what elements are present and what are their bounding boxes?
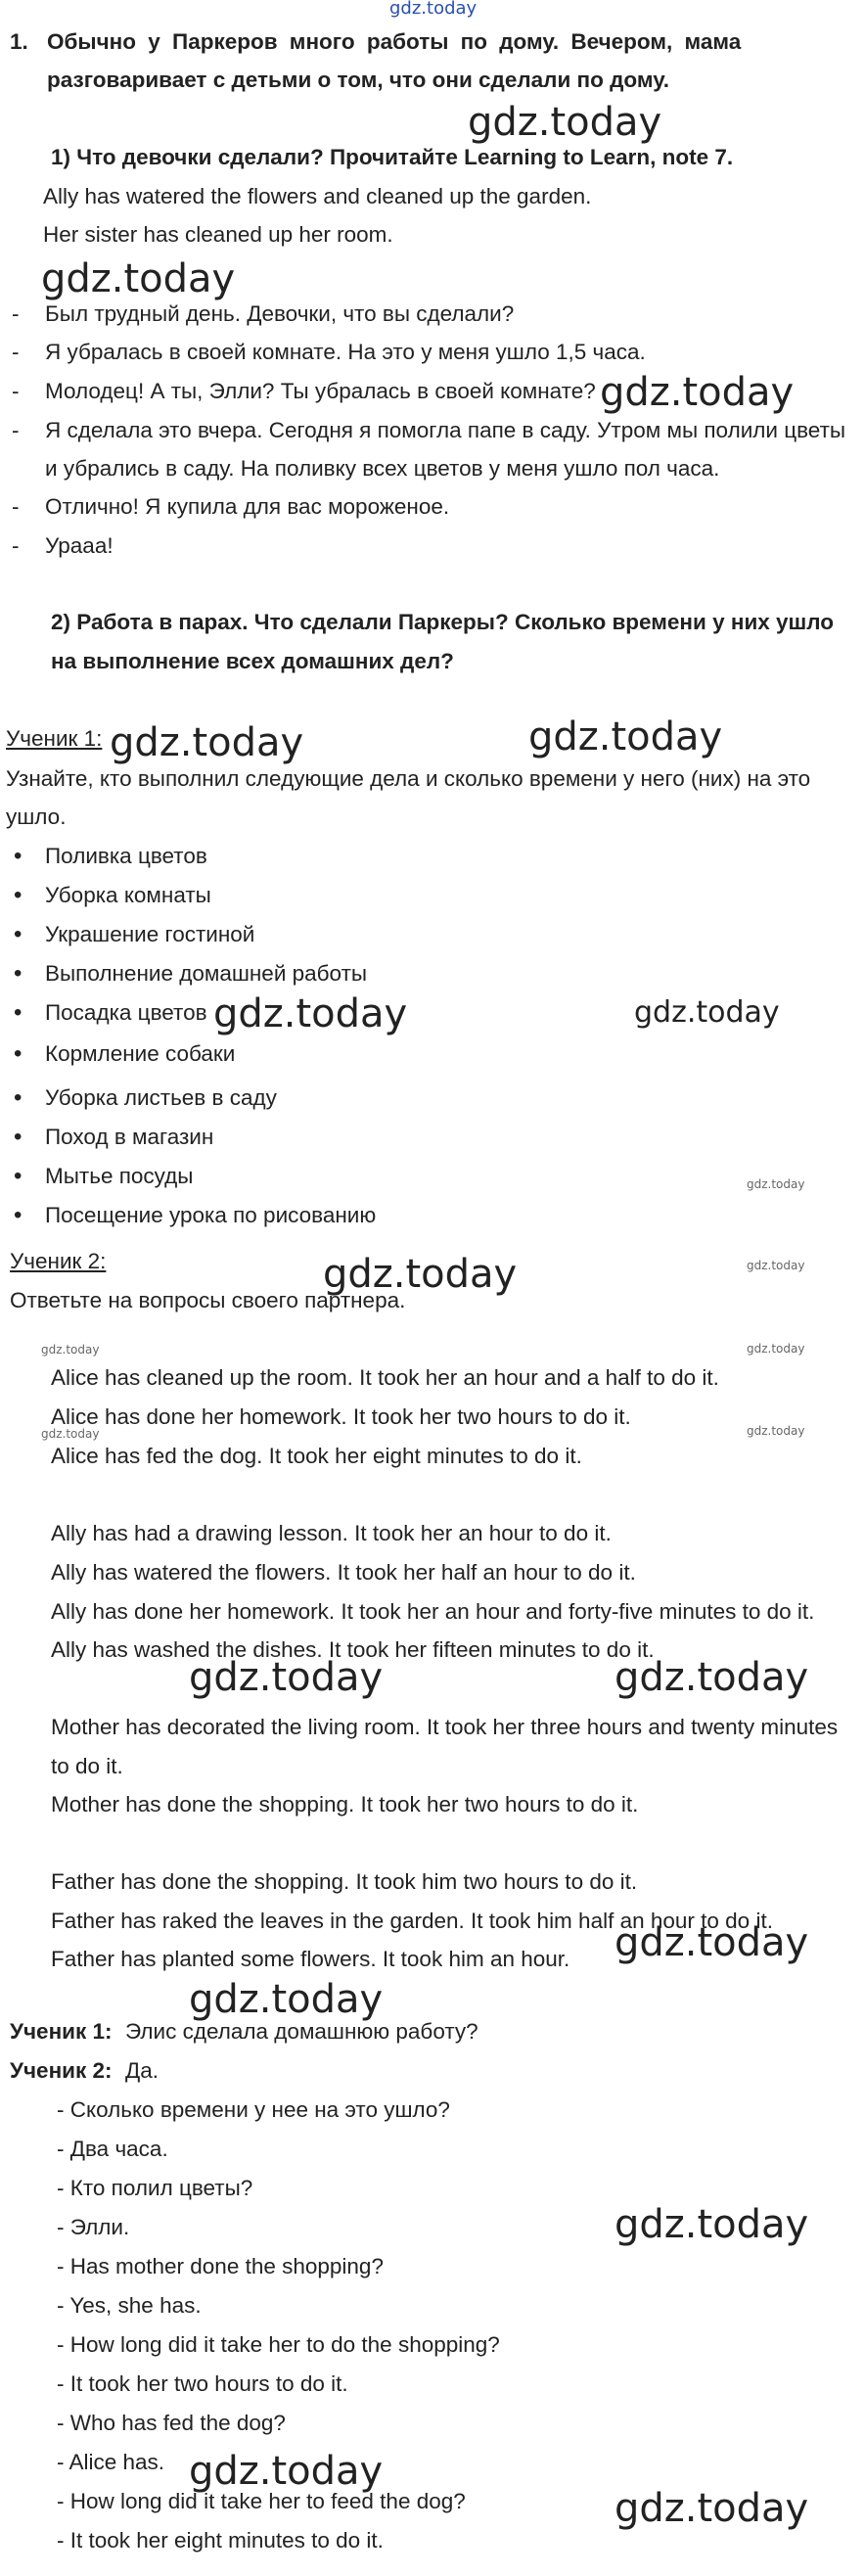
watermark: gdz.today [189,1655,384,1700]
task-item: Кормление собаки [45,1041,236,1066]
final-dialogue-line: - How long did it take her to do the shopping? [57,2332,500,2357]
watermark: gdz.today [41,1427,100,1441]
watermark: gdz.today [189,2449,384,2494]
dash: - [12,533,20,558]
watermark: gdz.today [323,1252,518,1297]
answer-mother: Mother has done the shopping. It took her two hours to do it. [51,1792,639,1817]
part1-line: Ally has watered the flowers and cleaned up the garden. [43,184,592,208]
final-dialogue-line: - Сколько времени у нее на это ушло? [57,2097,450,2122]
final-student2-label: Ученик 2: [10,2058,113,2083]
dialogue-line: Урааа! [45,533,114,558]
dash: - [12,301,20,326]
answer-father: Father has raked the leaves in the garden. It took him half an hour to do it. [51,1909,773,1933]
task-item: Выполнение домашней работы [45,961,368,986]
bullet: • [14,1124,23,1150]
task-item: Уборка листьев в саду [45,1085,277,1110]
task-item: Уборка комнаты [45,883,211,907]
watermark: gdz.today [747,1177,805,1191]
watermark: gdz.today [468,100,662,145]
intro-line-1: Обычно у Паркеров много работы по дому. Вечером, мама [47,29,742,54]
watermark: gdz.today [615,2486,809,2531]
final-student2-text: Да. [125,2058,159,2083]
bullet: • [14,843,23,869]
final-student1-text: Элис сделала домашнюю работу? [125,2019,478,2044]
task-item: Поход в магазин [45,1125,214,1149]
watermark: gdz.today [600,370,795,415]
watermark: gdz.today [110,720,304,765]
part2-heading-2: на выполнение всех домашних дел? [51,649,454,673]
bullet: • [14,960,23,987]
final-dialogue-line: - Кто полил цветы? [57,2176,253,2200]
watermark: gdz.today [615,2202,809,2247]
watermark: gdz.today [213,991,408,1036]
watermark: gdz.today [747,1259,805,1272]
bullet: • [14,1202,23,1228]
watermark: gdz.today [747,1342,805,1356]
task-item: Поливка цветов [45,844,207,868]
dialogue-line: Отлично! Я купила для вас мороженое. [45,494,450,519]
bullet: • [14,999,23,1026]
final-dialogue-line: - Has mother done the shopping? [57,2254,384,2278]
student2-text: Ответьте на вопросы своего партнера. [10,1288,406,1312]
part1-heading: 1) Что девочки сделали? Прочитайте Learning to Learn, note 7. [51,145,734,169]
task-item: Мытье посуды [45,1164,194,1188]
task-item: Посадка цветов [45,1000,207,1025]
dialogue-line: и убрались в саду. На поливку всех цветов у меня ушло пол часа. [45,456,720,481]
answer-ally: Ally has watered the flowers. It took her half an hour to do it. [51,1560,636,1585]
part2-heading-1: 2) Работа в парах. Что сделали Паркеры? Сколько времени у них ушло [51,610,835,634]
watermark: gdz.today [747,1424,805,1438]
dash: - [12,379,20,403]
final-dialogue-line: - Yes, she has. [57,2293,202,2318]
dialogue-line: Был трудный день. Девочки, что вы сделали? [45,301,515,326]
answer-alice: Alice has fed the dog. It took her eight minutes to do it. [51,1444,582,1468]
dash: - [12,494,20,519]
student1-text: Узнайте, кто выполнил следующие дела и сколько времени у него (них) на это [6,766,811,791]
bullet: • [14,1084,23,1111]
dialogue-line: Я убралась в своей комнате. На это у меня ушло 1,5 часа. [45,340,646,364]
final-dialogue-line: - Alice has. [57,2450,165,2474]
answer-father: Father has planted some flowers. It took him an hour. [51,1947,570,1971]
answer-mother: Mother has decorated the living room. It took her three hours and twenty minutes [51,1715,839,1739]
final-student1-label: Ученик 1: [10,2019,113,2044]
answer-alice: Alice has done her homework. It took her two hours to do it. [51,1404,631,1429]
watermark: gdz.today [41,1343,100,1357]
final-dialogue-line: - How long did it take her to feed the dog? [57,2489,466,2513]
dash: - [12,418,20,442]
student1-text: ушло. [6,805,67,829]
answer-ally: Ally has had a drawing lesson. It took her an hour to do it. [51,1521,612,1545]
task-item: Посещение урока по рисованию [45,1203,377,1227]
dash: - [12,340,20,364]
student1-label: Ученик 1: [6,726,103,751]
watermark-top: gdz.today [389,0,478,19]
answer-mother: to do it. [51,1754,123,1778]
watermark: gdz.today [41,256,236,301]
answer-ally: Ally has washed the dishes. It took her fifteen minutes to do it. [51,1637,655,1662]
exercise-number: 1. [10,29,28,54]
watermark: gdz.today [189,1977,384,2022]
final-dialogue-line: - Два часа. [57,2137,168,2161]
dialogue-line: Молодец! А ты, Элли? Ты убралась в своей комнате? [45,379,596,403]
watermark: gdz.today [615,1655,809,1700]
bullet: • [14,921,23,947]
bullet: • [14,1163,23,1189]
watermark: gdz.today [528,714,723,759]
final-dialogue-line: - Who has fed the dog? [57,2411,286,2435]
answer-father: Father has done the shopping. It took him two hours to do it. [51,1869,638,1894]
answer-ally: Ally has done her homework. It took her an hour and forty-five minutes to do it. [51,1599,815,1624]
bullet: • [14,882,23,908]
intro-line-2: разговаривает с детьми о том, что они сделали по дому. [47,68,669,92]
final-dialogue-line: - It took her eight minutes to do it. [57,2528,384,2553]
part1-line: Her sister has cleaned up her room. [43,222,393,247]
bullet: • [14,1040,23,1067]
watermark: gdz.today [634,995,780,1030]
student2-label: Ученик 2: [10,1249,107,1273]
dialogue-line: Я сделала это вчера. Сегодня я помогла папе в саду. Утром мы полили цветы [45,418,846,442]
final-dialogue-line: - Элли. [57,2215,130,2239]
final-dialogue-line: - It took her two hours to do it. [57,2371,348,2396]
watermark: gdz.today [615,1920,809,1965]
task-item: Украшение гостиной [45,922,255,946]
answer-alice: Alice has cleaned up the room. It took her an hour and a half to do it. [51,1365,719,1390]
